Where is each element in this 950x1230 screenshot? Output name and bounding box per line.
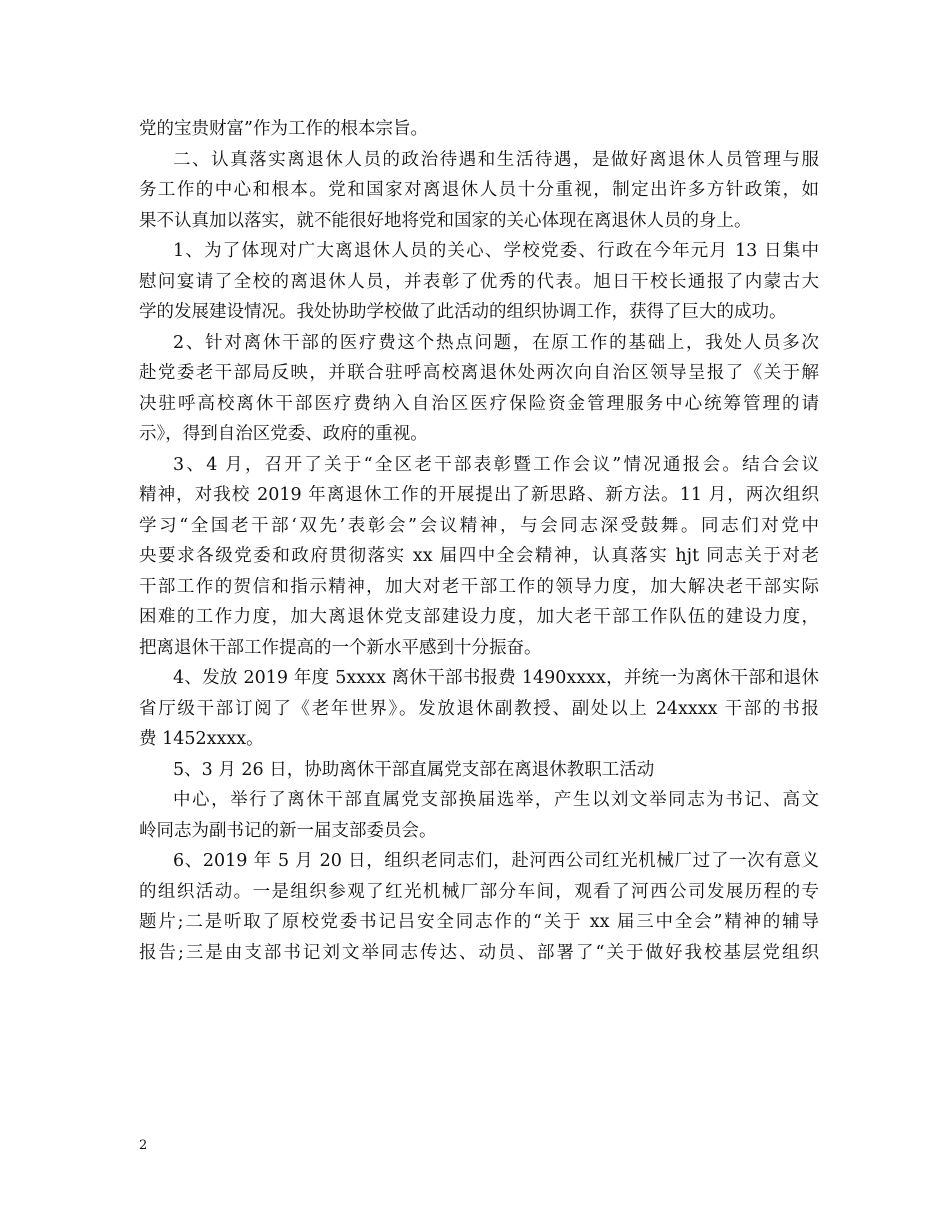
text-line: 学的发展建设情况。我处协助学校做了此活动的组织协调工作，获得了巨大的成功。 bbox=[139, 302, 787, 322]
text-line: 决驻呼高校离休干部医疗费纳入自治区医疗保险资金管理服务中心统筹管理的请 bbox=[139, 393, 819, 414]
text-line: 党的宝贵财富”作为工作的根本宗旨。 bbox=[139, 119, 428, 139]
text-line: 精神，对我校 2019 年离退休工作的开展提出了新思路、新方法。11 月，两次组织 bbox=[139, 485, 819, 505]
text-line: 央要求各级党委和政府贯彻落实 xx 届四中全会精神，认真落实 hjt 同志关于对老 bbox=[139, 546, 819, 566]
text-line: 干部工作的贺信和指示精神，加大对老干部工作的领导力度，加大解决老干部实际 bbox=[139, 576, 819, 597]
page-number: 2 bbox=[139, 1138, 148, 1153]
text-line: 赴党委老干部局反映，并联合驻呼高校离退休处两次向自治区领导呈报了《关于解 bbox=[139, 363, 819, 383]
text-line: 务工作的中心和根本。党和国家对离退休人员十分重视，制定出许多方针政策，如 bbox=[139, 180, 819, 200]
text-line: 中心，举行了离休干部直属党支部换届选举，产生以刘文举同志为书记、高文 bbox=[173, 790, 819, 810]
text-line: 果不认真加以落实，就不能很好地将党和国家的关心体现在离退休人员的身上。 bbox=[139, 210, 752, 231]
document-body bbox=[139, 114, 819, 968]
text-line: 慰问宴请了全校的离退休人员，并表彰了优秀的代表。旭日干校长通报了内蒙古大 bbox=[139, 271, 819, 292]
text-line: 困难的工作力度，加大离退休党支部建设力度，加大老干部工作队伍的建设力度， bbox=[139, 607, 819, 627]
text-line: 1、为了体现对广大离退休人员的关心、学校党委、行政在今年元月 13 日集中 bbox=[173, 241, 819, 261]
text-line: 费 1452xxxx。 bbox=[139, 729, 264, 749]
text-line: 6、2019 年 5 月 20 日，组织老同志们，赴河西公司红光机械厂过了一次有意义 bbox=[173, 851, 819, 871]
text-line: 报告;三是由支部书记刘文举同志传达、动员、部署了“关于做好我校基层党组织 bbox=[139, 942, 819, 963]
text-line: 的组织活动。一是组织参观了红光机械厂部分车间，观看了河西公司发展历程的专 bbox=[139, 881, 819, 902]
text-line: 二、认真落实离退休人员的政治待遇和生活待遇，是做好离退休人员管理与服 bbox=[173, 149, 819, 170]
text-line: 把离退休干部工作提高的一个新水平感到十分振奋。 bbox=[139, 637, 542, 658]
text-line: 题片;二是听取了原校党委书记吕安全同志作的“关于 xx 届三中全会”精神的辅导 bbox=[139, 912, 819, 932]
text-line: 2、针对离休干部的医疗费这个热点问题，在原工作的基础上，我处人员多次 bbox=[173, 332, 819, 353]
text-line: 学习“全国老干部‘双先’表彰会”会议精神，与会同志深受鼓舞。同志们对党中 bbox=[139, 515, 819, 536]
text-line: 3、4 月，召开了关于“全区老干部表彰暨工作会议”情况通报会。结合会议 bbox=[173, 454, 819, 475]
text-line: 省厅级干部订阅了《老年世界》。发放退休副教授、副处以上 24xxxx 干部的书报 bbox=[139, 698, 819, 719]
text-line: 示》，得到自治区党委、政府的重视。 bbox=[139, 424, 428, 444]
text-line: 岭同志为副书记的新一届支部委员会。 bbox=[139, 820, 437, 841]
text-line: 5、3 月 26 日，协助离休干部直属党支部在离退休教职工活动 bbox=[173, 759, 655, 780]
text-line: 4、发放 2019 年度 5xxxx 离休干部书报费 1490xxxx，并统一为离休干部和退休 bbox=[173, 668, 819, 688]
